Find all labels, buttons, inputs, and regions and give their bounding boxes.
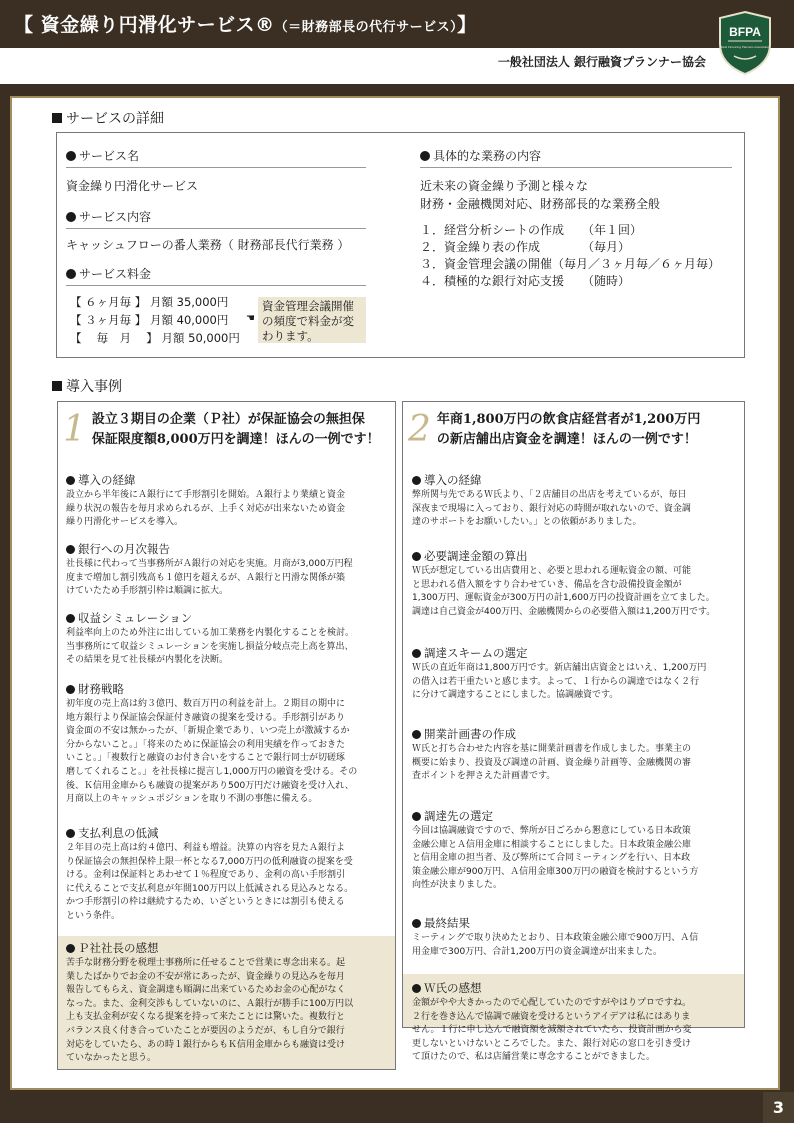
- bullet-icon: [66, 545, 75, 554]
- case-section-text: 社長様に代わって当事務所がＡ銀行の対応を実施。月商が3,000万円程 度まで増加し割引残高も１億円を超えるが、Ａ銀行と円滑な関係が築 けていたため手形割引枠は順調に拡大。: [66, 559, 353, 597]
- business-intro-line: 財務・金融機関対応、財務部長的な業務全般: [420, 197, 661, 211]
- service-section-title: サービスの詳細: [52, 108, 164, 128]
- case-section-heading: 開業計画書の作成: [412, 726, 516, 742]
- case-section-text: Ｗ氏が想定している出店費用と、必要と思われる運転資金の額、可能 と思われる借入額をすり合わせていき、備品を含む設備投資金額が 1,300万円、運転資金が300万円の計1,600万円の投資計画を立てました。 調達は自己資金が400万円、金融機関からの必要借入額は1,200万円です。: [412, 566, 716, 617]
- service-content-value: キャッシュフローの番人業務（ 財務部長代行業務 ）: [66, 238, 350, 252]
- case-section-text: 初年度の売上高は約３億円、数百万円の利益を計上。２期目の期中に 地方銀行より保証協会保証付き融資の提案を受ける。手形割引があり 資金面の不安は無かったが、「新規企業であり、いつ売上が激減するか 分からないこと。」「将来のために保証協会の利用実績を作っておきた いこと。」「複数行と融資のお付き合いをすることで銀行同士が切磋琢 磨してくれること。」を社長様に提言し1,000万円の融資を受ける。その 後、Ｋ信用金庫からも融資の提案があり500万円だけ融資を受け入れ、 月商以上のキャッシュポジションを取り不測の事態に備える。: [66, 699, 358, 805]
- case-section-heading: 調達先の選定: [412, 808, 493, 824]
- case-section-text: 今回は協調融資ですので、弊所が日ごろから懇意にしている日本政策 金融公庫とＡ信用金庫に相談することにしました。日本政策金融公庫 と信用金庫の担当者、及び弊所にて合同ミーティングを行い、日本政 策金融公庫が900万円、Ａ信用金庫300万円の融資を検討するという方 向性が決まりました。: [412, 826, 699, 891]
- service-fee-label: サービス料金: [66, 265, 366, 286]
- cases-section-title: 導入事例: [52, 376, 122, 396]
- case-section-heading: 導入の経緯: [412, 472, 482, 488]
- organization-name: 一般社団法人 銀行融資プランナー協会: [497, 55, 706, 69]
- case-section-text: Ｗ氏の直近年商は1,800万円です。新店舗出店資金とはいえ、1,200万円 の借入は若干重たいと感じます。よって、１行からの調達ではなく２行 に分けて調達することにしました。協調融資です。: [412, 663, 707, 701]
- case-section-heading: 導入の経緯: [66, 472, 136, 488]
- case-section-text: 弊所関与先であるＷ氏より、「２店舗目の出店を考えているが、毎日 深夜まで現場に入っており、銀行対応の時間が取れないので、資金調 達のサポートをお願いしたい。」との依頼がありました。: [412, 490, 691, 528]
- square-bullet-icon: [52, 381, 62, 391]
- case-section-heading: 必要調達金額の算出: [412, 548, 528, 564]
- fee-note: 資金管理会議開催の頻度で料金が変わります。: [258, 297, 366, 343]
- bullet-icon: [66, 476, 75, 485]
- case-section-heading: Ｐ社社長の感想: [66, 940, 159, 956]
- case-section-heading: 最終結果: [412, 915, 470, 931]
- fee-row: 【 毎 月 】 月額 50,000円: [70, 331, 240, 345]
- bullet-icon: [66, 212, 76, 222]
- bullet-icon: [412, 984, 421, 993]
- case-section-text: 金額がやや大きかったので心配していたのですがやはりプロですね。 ２行を巻き込んで協調で融資を受けるというアイデアは私にはありま せん。１行に申し込んで融資額を減額されていたら、投資計画から変 更しないといけないところでした。また、銀行対応の窓口を引き受け て頂けたので、私は店舗営業に専念することができました。: [412, 998, 692, 1063]
- case-section-heading: Ｗ氏の感想: [412, 980, 482, 996]
- square-bullet-icon: [52, 113, 62, 123]
- case-section-heading: 銀行への月次報告: [66, 541, 170, 557]
- business-item: ２．資金繰り表の作成 （毎月）: [420, 240, 631, 254]
- business-intro-line: 近未来の資金繰り予測と様々な: [420, 179, 589, 193]
- case-1-headline: 1 設立３期目の企業（Ｐ社）が保証協会の無担保 保証限度額8,000万円を調達！ほんの一例です！: [63, 409, 380, 450]
- bullet-icon: [66, 944, 75, 953]
- header-bar: [0, 0, 794, 48]
- bullet-icon: [412, 552, 421, 561]
- service-content-label: サービス内容: [66, 208, 366, 229]
- business-item: ３．資金管理会議の開催（毎月／３ヶ月毎／６ヶ月毎）: [420, 257, 721, 271]
- case-section-text: Ｗ氏と打ち合わせた内容を基に開業計画書を作成しました。事業主の 概要に始まり、投資及び調達の計画、資金繰り計画等、金融機関の審 査ポイントを押さえた計画書です。: [412, 744, 692, 782]
- case-section-text: ２年目の売上高は約４億円、利益も増益。決算の内容を見たＡ銀行よ り保証協会の無担保枠上限一杯となる7,000万円の低利融資の提案を受 ける。金利は保証料とあわせて１％程度であり、金利の高い手形割引 に代えることで支払利息が年間100万円以上低減される見込みとなる。 かつ手形割引の枠は継続するため、いざというときには割引も使える という条件。: [66, 843, 354, 921]
- bullet-icon: [412, 476, 421, 485]
- case-section-heading: 収益シミュレーション: [66, 610, 192, 626]
- bullet-icon: [66, 829, 75, 838]
- bullet-icon: [66, 269, 76, 279]
- fee-row: 【 ６ヶ月毎 】 月額 35,000円: [70, 295, 229, 309]
- svg-text:BFPA: BFPA: [729, 25, 761, 39]
- bullet-icon: [412, 730, 421, 739]
- page-number: 3: [763, 1092, 794, 1123]
- bullet-icon: [412, 812, 421, 821]
- case-section-text: ミーティングで取り決めたとおり、日本政策金融公庫で900万円、Ａ信 用金庫で300万円、合計1,200万円の資金調達が出来ました。: [412, 933, 699, 957]
- case-section-text: 苦手な財務分野を税理士事務所に任せることで営業に専念出来る。起 業したばかりでお金の不安が常にあったが、資金繰りの見込みを毎月 報告してもらえ、資金調達も順調に出来ているためお金の心配がなく なった。また、金利交渉もしていないのに、Ａ銀行が勝手に100万円以 上も支払金利が安くなる提案を持って来たことには驚いた。複数行と バランス良く付き合っていたことが要因のようだが、もし自分で銀行 対応をしていたら、あの時１銀行からもＫ信用金庫からも融資は受け ていなかったと思う。: [66, 958, 354, 1064]
- business-item: ４．積極的な銀行対応支援 （随時）: [420, 274, 631, 288]
- case-section-text: 設立から半年後にＡ銀行にて手形割引を開始。Ａ銀行より業績と資金 繰り状況の報告を毎月求められるが、上手く対応が出来ないため資金 繰り円滑化サービスを導入。: [66, 490, 346, 528]
- bullet-icon: [66, 151, 76, 161]
- bullet-icon: [412, 919, 421, 928]
- svg-text:Bank Financing Planners Associ: Bank Financing Planners Association: [720, 45, 770, 49]
- bfpa-logo: [716, 10, 774, 76]
- case-number: 1: [63, 409, 86, 450]
- fee-row: 【 ３ヶ月毎 】 月額 40,000円: [70, 313, 229, 327]
- bullet-icon: [412, 649, 421, 658]
- case-2-headline: 2 年商1,800万円の飲食店経営者が1,200万円 の新店舗出店資金を調達！ほんの一例です！: [408, 409, 701, 450]
- case-section-heading: 財務戦略: [66, 681, 124, 697]
- business-item: １．経営分析シートの作成 （年１回）: [420, 223, 643, 237]
- business-content-label: 具体的な業務の内容: [420, 147, 732, 168]
- case-section-text: 利益率向上のため外注に出している加工業務を内製化することを検討。 当事務所にて収益シミュレーションを実施し損益分岐点売上高を算出、 その結果を見て社長様が内製化を決断。: [66, 628, 355, 666]
- bullet-icon: [420, 151, 430, 161]
- service-name-label: サービス名: [66, 147, 366, 168]
- bottom-bar: [0, 1102, 794, 1123]
- case-section-heading: 支払利息の低減: [66, 825, 159, 841]
- bullet-icon: [66, 614, 75, 623]
- bullet-icon: [66, 685, 75, 694]
- pointing-hand-icon: ☚: [246, 313, 255, 324]
- page-title: 【 資金繰り円滑化サービス®（＝財務部長の代行サービス）】: [14, 14, 477, 36]
- case-number: 2: [408, 409, 431, 450]
- service-name-value: 資金繰り円滑化サービス: [66, 179, 199, 193]
- case-section-heading: 調達スキームの選定: [412, 645, 528, 661]
